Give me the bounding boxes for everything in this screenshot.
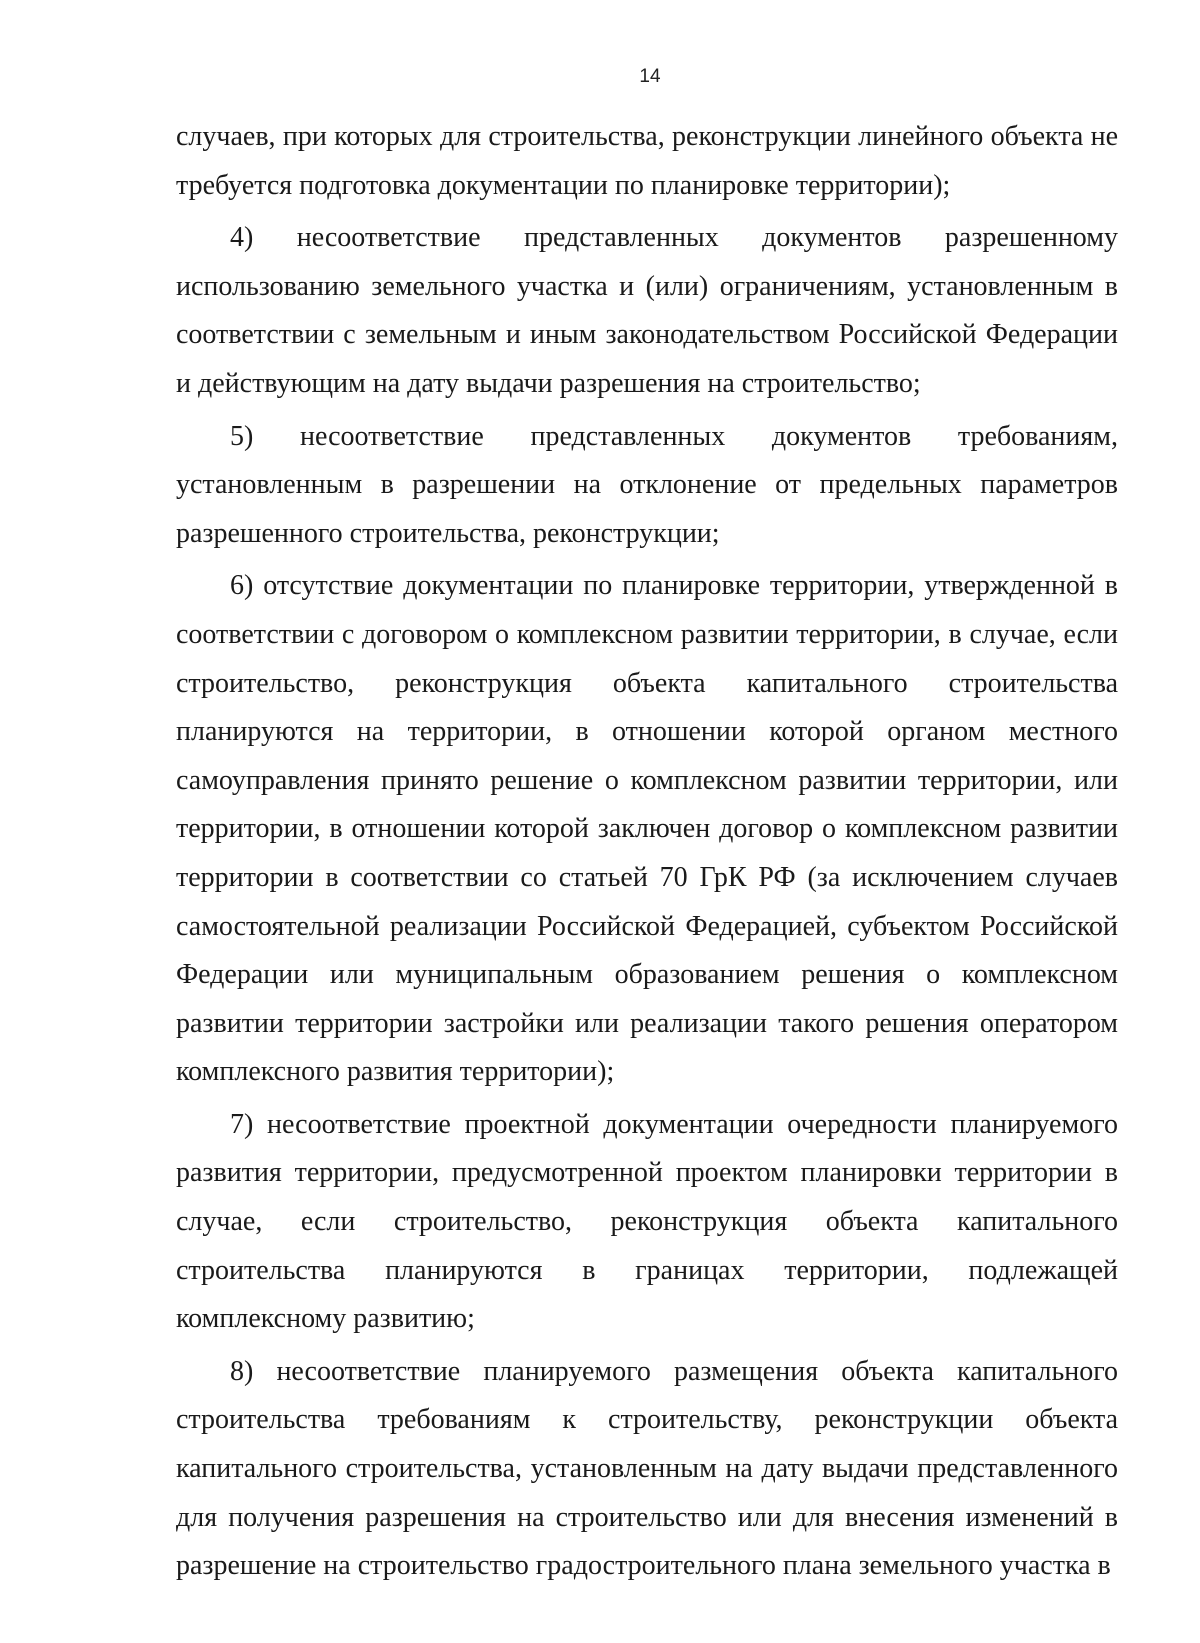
page-number: 14 [639, 66, 661, 87]
paragraph-item-4: 4) несоответствие представленных документов разрешенному использованию земельного участка и (или) ограничениям, установленным в соответствии с земельным и иным законодательством Российской Федерации и действующим на дату выдачи разрешения на строительство; [176, 222, 1118, 399]
paragraph-item-5: 5) несоответствие представленных документов требованиям, установленным в разрешении на отклонение от предельных параметров разрешенного строительства, реконструкции; [176, 420, 1118, 549]
paragraph-item-8: 8) несоответствие планируемого размещения объекта капитального строительства требованиям к строительству, реконструкции объекта капитального строительства, установленным на дату выдачи представленного для получения разрешения на строительство или для внесения изменений в разрешение на строительство градостроительного плана земельного участка в [176, 1355, 1118, 1582]
paragraph-continuation: случаев, при которых для строительства, реконструкции линейного объекта не требуется подготовка документации по планировке территории); [176, 121, 1118, 201]
document-body [176, 113, 1118, 1591]
paragraph-item-7: 7) несоответствие проектной документации очередности планируемого развития территории, предусмотренной проектом планировки территории в случае, если строительство, реконструкция объекта капитального строительства планируются в границах территории, подлежащей комплексному развитию; [176, 1108, 1118, 1335]
paragraph-item-6: 6) отсутствие документации по планировке территории, утвержденной в соответствии с договором о комплексном развитии территории, в случае, если строительство, реконструкция объекта капитального строительства планируются на территории, в отношении которой органом местного самоуправления принято решение о комплексном развитии территории, или территории, в отношении которой заключен договор о комплексном развитии территории в соответствии со статьей 70 ГрК РФ (за исключением случаев самостоятельной реализации Российской Федерацией, субъектом Российской Федерации или муниципальным образованием решения о комплексном развитии территории застройки или реализации такого решения оператором комплексного развития территории); [176, 570, 1118, 1088]
